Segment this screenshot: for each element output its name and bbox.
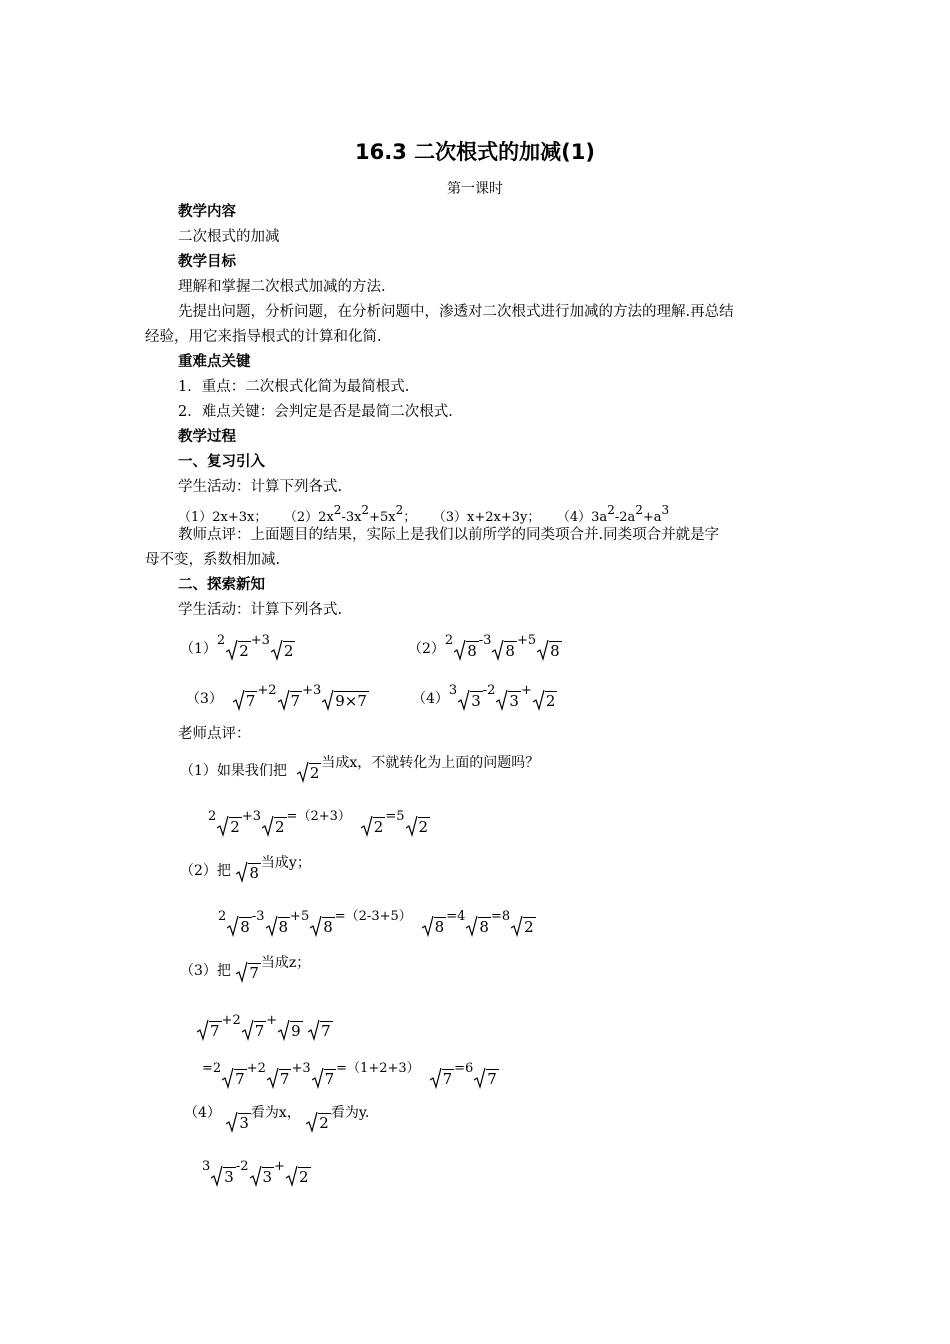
- teacher-comment-heading: 老师点评：: [178, 726, 251, 742]
- explore-exercise-3: （3） 7+2 7+3 9×7: [186, 683, 367, 710]
- solution-1-intro: （1）如果我们把 2当成x，不就转化为上面的问题吗？: [180, 755, 540, 782]
- student-activity-1: 学生活动：计算下列各式.: [178, 479, 343, 495]
- solution-4-intro: （4） 3看为x， 2看为y.: [184, 1105, 370, 1132]
- heading-teaching-content: 教学内容: [178, 203, 236, 220]
- heading-review: 一、复习引入: [178, 453, 265, 470]
- explore-exercise-4: （4）3 3-2 3+ 2: [412, 683, 556, 710]
- goal-line-3: 经验，用它来指导根式的计算和化简.: [145, 329, 382, 345]
- solution-2-equation: 2 8-3 8+5 8=（2-3+5） 8=4 8=8 2: [218, 909, 534, 936]
- explore-exercise-1: （1）2 2+3 2: [180, 633, 294, 660]
- page-subtitle: 第一课时: [447, 181, 503, 197]
- solution-3-step-1: 7+2 7+ 9 7: [196, 1010, 333, 1043]
- review-exercises: （1）2x+3x； （2）2x2-3x2+5x2； （3）x+2x+3y； （4）3a2-2a2+a3: [178, 503, 670, 525]
- solution-2-intro: （2）把 8当成y；: [180, 855, 311, 882]
- goal-line-1: 理解和掌握二次根式加减的方法.: [178, 279, 386, 295]
- key-point-1: 1．重点：二次根式化简为最简根式.: [178, 379, 410, 395]
- heading-teaching-goal: 教学目标: [178, 253, 236, 270]
- teaching-content-text: 二次根式的加减: [178, 229, 280, 245]
- key-point-2: 2．难点关键：会判定是否是最简二次根式.: [178, 404, 453, 420]
- heading-teaching-process: 教学过程: [178, 428, 236, 445]
- heading-explore: 二、探索新知: [178, 576, 265, 593]
- student-activity-2: 学生活动：计算下列各式.: [178, 602, 343, 618]
- solution-3-step-2: =2 7+2 7+3 7=（1+2+3） 7=6 7: [202, 1061, 497, 1088]
- goal-line-2: 先提出问题，分析问题，在分析问题中，渗透对二次根式进行加减的方法的理解.再总结: [178, 304, 734, 320]
- solution-4-equation: 3 3-2 3+ 2: [202, 1159, 309, 1186]
- heading-key-points: 重难点关键: [178, 353, 251, 370]
- solution-3-intro: （3）把 7当成z；: [180, 955, 311, 982]
- page-title: 16.3 二次根式的加减(1): [355, 140, 595, 164]
- solution-1-equation: 2 2+3 2=（2+3） 2=5 2: [208, 809, 429, 836]
- teacher-comment-line-2: 母不变，系数相加减.: [145, 552, 281, 568]
- explore-exercise-2: （2）2 8-3 8+5 8: [408, 633, 560, 660]
- teacher-comment-line-1: 教师点评：上面题目的结果，实际上是我们以前所学的同类项合并.同类项合并就是字: [178, 527, 720, 543]
